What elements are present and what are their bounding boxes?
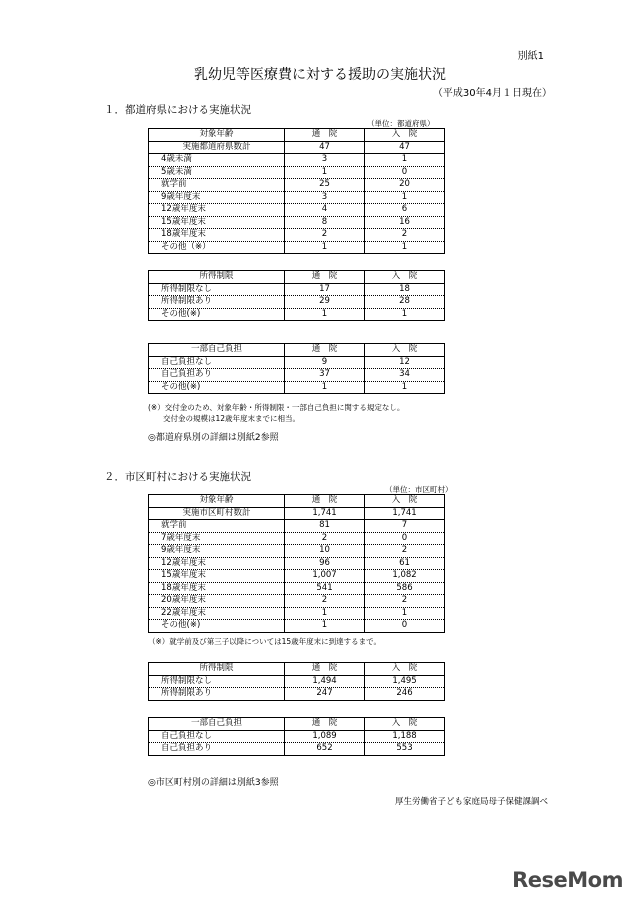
- table-row: [149, 582, 445, 595]
- outpatient-value: 17: [285, 283, 365, 296]
- unit-label-municipality: （単位：市区町村）: [385, 485, 453, 494]
- outpatient-value: 1: [285, 308, 365, 321]
- unit-label-prefecture: （単位：都道府県）: [367, 119, 435, 128]
- column-header: 入 院: [365, 663, 445, 676]
- row-label: 自己負担あり: [149, 369, 285, 382]
- column-header: 入 院: [365, 495, 445, 508]
- row-label: 15歳年度末: [149, 570, 285, 583]
- row-label: 実施市区町村数計: [149, 507, 285, 520]
- row-label: 所得制限なし: [149, 283, 285, 296]
- column-header: 入 院: [365, 344, 445, 357]
- outpatient-value: 3: [285, 191, 365, 204]
- inpatient-value: 586: [365, 582, 445, 595]
- outpatient-value: 10: [285, 545, 365, 558]
- row-label: 18歳年度末: [149, 582, 285, 595]
- inpatient-value: 7: [365, 520, 445, 533]
- inpatient-value: 1,741: [365, 507, 445, 520]
- column-header: 通 院: [285, 271, 365, 284]
- outpatient-value: 9: [285, 356, 365, 369]
- row-label: 自己負担なし: [149, 730, 285, 743]
- outpatient-value: 1,741: [285, 507, 365, 520]
- row-label: 7歳年度末: [149, 532, 285, 545]
- inpatient-value: 1,495: [365, 675, 445, 688]
- inpatient-value: 1: [365, 191, 445, 204]
- table-header-row: [149, 129, 445, 142]
- table-row: [149, 229, 445, 242]
- column-header: 対象年齢: [149, 129, 285, 142]
- page-title: 乳幼児等医療費に対する援助の実施状況: [194, 67, 446, 83]
- row-label: その他(※): [149, 381, 285, 394]
- column-header: 通 院: [285, 663, 365, 676]
- row-label: 自己負担なし: [149, 356, 285, 369]
- row-label: 22歳年度末: [149, 607, 285, 620]
- outpatient-value: 652: [285, 743, 365, 756]
- column-header: 一部自己負担: [149, 718, 285, 731]
- inpatient-value: 2: [365, 229, 445, 242]
- inpatient-value: 553: [365, 743, 445, 756]
- outpatient-value: 1,007: [285, 570, 365, 583]
- row-label: その他（※）: [149, 241, 285, 254]
- table-row: [149, 381, 445, 394]
- muni-age-table: [148, 494, 445, 633]
- row-label: 9歳年度末: [149, 545, 285, 558]
- table-header-row: [149, 718, 445, 731]
- inpatient-value: 18: [365, 283, 445, 296]
- inpatient-value: 0: [365, 532, 445, 545]
- row-label: 18歳年度末: [149, 229, 285, 242]
- outpatient-value: 1: [285, 607, 365, 620]
- row-label: 就学前: [149, 179, 285, 192]
- table-row: [149, 308, 445, 321]
- outpatient-value: 2: [285, 532, 365, 545]
- row-label: 20歳年度末: [149, 595, 285, 608]
- table-row: [149, 179, 445, 192]
- table-row: [149, 356, 445, 369]
- row-label: 所得制限なし: [149, 675, 285, 688]
- row-label: 12歳年度末: [149, 557, 285, 570]
- outpatient-value: 29: [285, 296, 365, 309]
- row-label: 所得制限あり: [149, 688, 285, 701]
- table-row: [149, 204, 445, 217]
- table-total-row: [149, 507, 445, 520]
- column-header: 入 院: [365, 718, 445, 731]
- inpatient-value: 1: [365, 607, 445, 620]
- section-heading-prefecture: １．都道府県における実施状況: [104, 104, 251, 116]
- table-total-row: [149, 141, 445, 154]
- outpatient-value: 2: [285, 229, 365, 242]
- as-of-date: （平成30年4月１日現在）: [432, 88, 552, 99]
- table-row: [149, 241, 445, 254]
- outpatient-value: 8: [285, 216, 365, 229]
- outpatient-value: 81: [285, 520, 365, 533]
- outpatient-value: 1,089: [285, 730, 365, 743]
- outpatient-value: 1: [285, 381, 365, 394]
- table-row: [149, 743, 445, 756]
- pref-income-table: [148, 270, 445, 321]
- inpatient-value: 1: [365, 381, 445, 394]
- table-row: [149, 688, 445, 701]
- inpatient-value: 6: [365, 204, 445, 217]
- table-row: [149, 570, 445, 583]
- table-row: [149, 607, 445, 620]
- outpatient-value: 25: [285, 179, 365, 192]
- inpatient-value: 34: [365, 369, 445, 382]
- outpatient-value: 2: [285, 595, 365, 608]
- section-heading-municipality: ２．市区町村における実施状況: [104, 471, 251, 483]
- pref-note-1: (※）交付金のため、対象年齢・所得制限・一部自己負担に関する規定なし。: [148, 403, 405, 412]
- column-header: 通 院: [285, 344, 365, 357]
- inpatient-value: 61: [365, 557, 445, 570]
- outpatient-value: 1: [285, 166, 365, 179]
- pref-age-table: [148, 128, 445, 254]
- muni-note: （※）就学前及び第三子以降については15歳年度末に到達するまで。: [148, 637, 382, 646]
- column-header: 対象年齢: [149, 495, 285, 508]
- row-label: その他(※): [149, 308, 285, 321]
- pref-copay-table: [148, 343, 445, 394]
- outpatient-value: 541: [285, 582, 365, 595]
- column-header: 入 院: [365, 271, 445, 284]
- table-header-row: [149, 663, 445, 676]
- column-header: 通 院: [285, 718, 365, 731]
- inpatient-value: 47: [365, 141, 445, 154]
- column-header: 一部自己負担: [149, 344, 285, 357]
- outpatient-value: 1: [285, 620, 365, 633]
- table-row: [149, 620, 445, 633]
- pref-reference: ◎都道府県別の詳細は別紙2参照: [148, 433, 279, 443]
- muni-reference: ◎市区町村別の詳細は別紙3参照: [148, 778, 279, 788]
- table-row: [149, 557, 445, 570]
- inpatient-value: 246: [365, 688, 445, 701]
- table-row: [149, 283, 445, 296]
- table-row: [149, 532, 445, 545]
- inpatient-value: 28: [365, 296, 445, 309]
- row-label: 自己負担あり: [149, 743, 285, 756]
- outpatient-value: 96: [285, 557, 365, 570]
- inpatient-value: 1: [365, 154, 445, 167]
- inpatient-value: 0: [365, 166, 445, 179]
- column-header: 所得制限: [149, 663, 285, 676]
- inpatient-value: 1,082: [365, 570, 445, 583]
- table-row: [149, 730, 445, 743]
- row-label: 就学前: [149, 520, 285, 533]
- row-label: その他(※): [149, 620, 285, 633]
- source-credit: 厚生労働省子ども家庭局母子保健課調べ: [394, 797, 548, 807]
- row-label: 4歳未満: [149, 154, 285, 167]
- row-label: 所得制限あり: [149, 296, 285, 309]
- table-row: [149, 545, 445, 558]
- column-header: 通 院: [285, 129, 365, 142]
- inpatient-value: 16: [365, 216, 445, 229]
- row-label: 12歳年度末: [149, 204, 285, 217]
- inpatient-value: 1: [365, 241, 445, 254]
- row-label: 9歳年度末: [149, 191, 285, 204]
- inpatient-value: 2: [365, 595, 445, 608]
- outpatient-value: 247: [285, 688, 365, 701]
- inpatient-value: 20: [365, 179, 445, 192]
- table-header-row: [149, 344, 445, 357]
- inpatient-value: 1,188: [365, 730, 445, 743]
- outpatient-value: 1: [285, 241, 365, 254]
- table-row: [149, 154, 445, 167]
- inpatient-value: 1: [365, 308, 445, 321]
- table-row: [149, 296, 445, 309]
- column-header: 所得制限: [149, 271, 285, 284]
- outpatient-value: 47: [285, 141, 365, 154]
- row-label: 実施都道府県数計: [149, 141, 285, 154]
- inpatient-value: 0: [365, 620, 445, 633]
- resemom-logo: ReseMom: [512, 868, 623, 892]
- table-row: [149, 675, 445, 688]
- outpatient-value: 1,494: [285, 675, 365, 688]
- table-row: [149, 595, 445, 608]
- table-row: [149, 369, 445, 382]
- muni-copay-table: [148, 717, 445, 756]
- inpatient-value: 2: [365, 545, 445, 558]
- table-header-row: [149, 495, 445, 508]
- table-row: [149, 520, 445, 533]
- table-header-row: [149, 271, 445, 284]
- outpatient-value: 4: [285, 204, 365, 217]
- inpatient-value: 12: [365, 356, 445, 369]
- outpatient-value: 37: [285, 369, 365, 382]
- table-row: [149, 216, 445, 229]
- row-label: 5歳未満: [149, 166, 285, 179]
- outpatient-value: 3: [285, 154, 365, 167]
- column-header: 通 院: [285, 495, 365, 508]
- pref-note-2: 交付金の規模は12歳年度末までに相当。: [163, 414, 301, 423]
- annex-label: 別紙1: [517, 51, 544, 62]
- column-header: 入 院: [365, 129, 445, 142]
- table-row: [149, 166, 445, 179]
- table-row: [149, 191, 445, 204]
- row-label: 15歳年度末: [149, 216, 285, 229]
- muni-income-table: [148, 662, 445, 701]
